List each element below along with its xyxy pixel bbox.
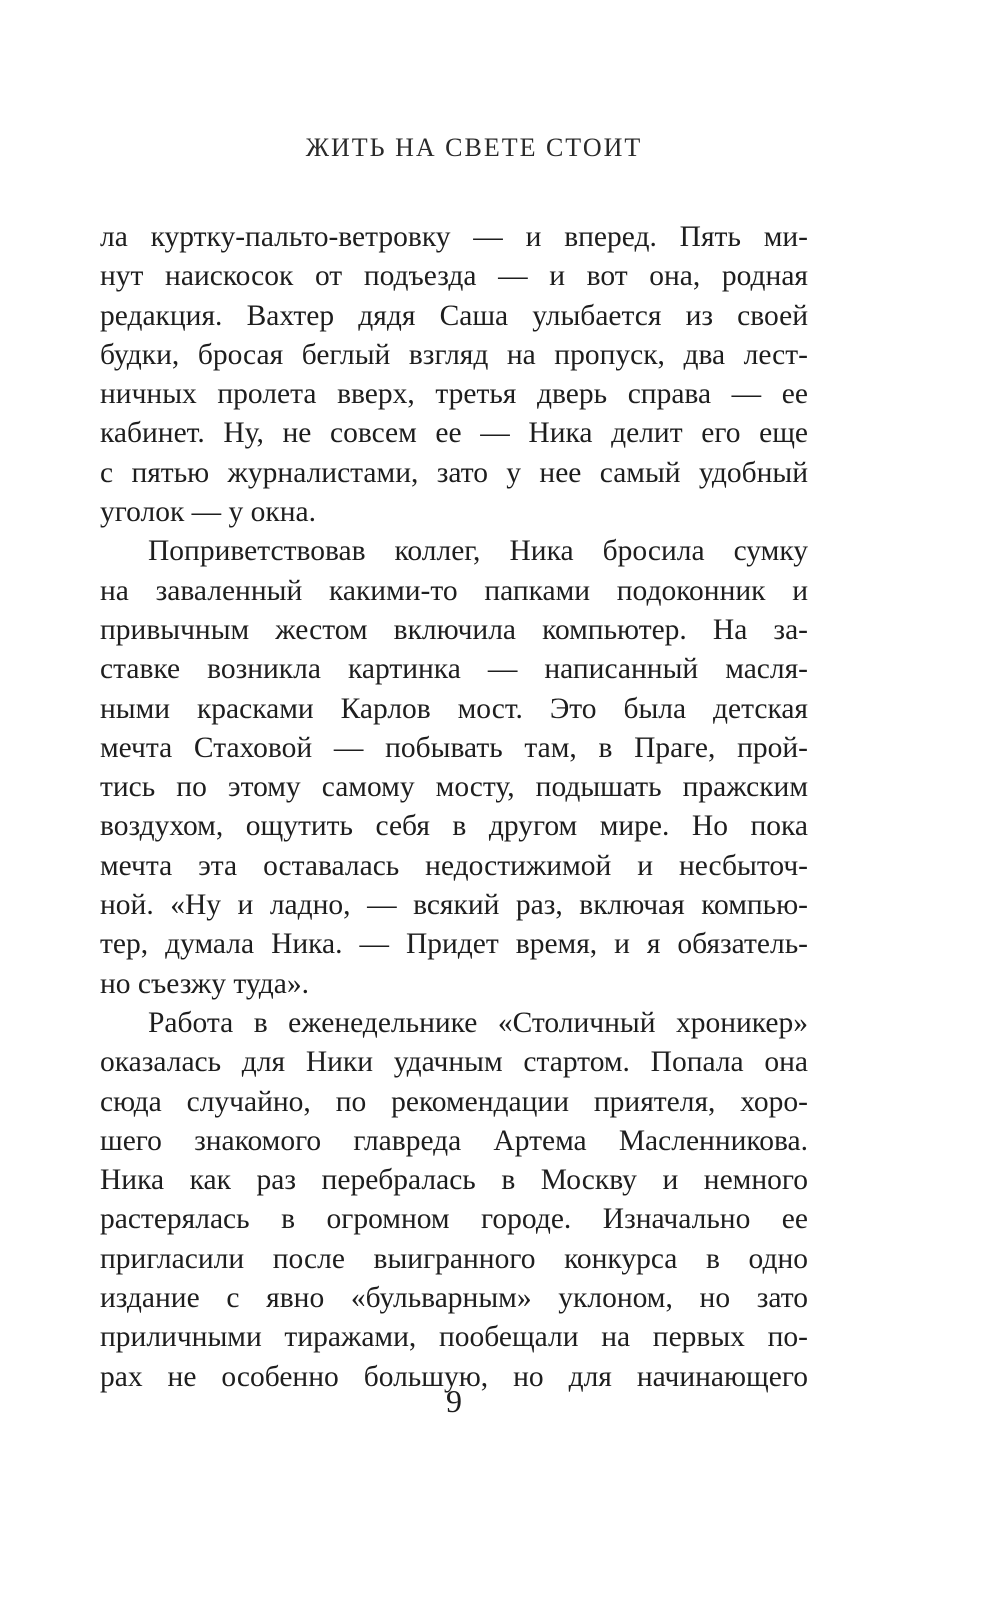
text-line: нут наискосок от подъезда — и вот она, родная xyxy=(100,260,808,293)
text-line: ной. «Ну и ладно, — всякий раз, включая компью- xyxy=(100,889,808,922)
text-line: воздухом, ощутить себя в другом мире. Но пока xyxy=(100,810,808,843)
text-line: кабинет. Ну, не совсем ее — Ника делит его еще xyxy=(100,417,808,450)
text-line: рах не особенно большую, но для начинающего xyxy=(100,1360,808,1393)
text-line: привычным жестом включила компьютер. На за- xyxy=(100,613,808,646)
text-line: ла куртку-пальто-ветровку — и вперед. Пять ми- xyxy=(100,221,808,253)
text-line: ставке возникла картинка — написанный масля- xyxy=(100,653,808,686)
page-number: 9 xyxy=(446,1383,462,1419)
body-text xyxy=(100,218,808,1397)
text-line: издание с явно «бульварным» уклоном, но зато xyxy=(100,1282,808,1315)
running-title: ЖИТЬ НА СВЕТЕ СТОИТ xyxy=(305,133,643,162)
text-line: приличными тиражами, пообещали на первых по- xyxy=(100,1321,808,1354)
text-line: шего знакомого главреда Артема Масленникова. xyxy=(100,1124,808,1157)
text-line: пригласили после выигранного конкурса в одно xyxy=(100,1242,808,1275)
text-line: тер, думала Ника. — Придет время, и я обязатель- xyxy=(100,928,808,961)
text-line: тись по этому самому мосту, подышать пражским xyxy=(100,771,808,804)
text-line: сюда случайно, по рекомендации приятеля, хоро- xyxy=(100,1085,808,1118)
text-line: ничных пролета вверх, третья дверь справа — ее xyxy=(100,378,808,411)
text-line: будки, бросая беглый взгляд на пропуск, два лест- xyxy=(100,338,808,371)
text-line: редакция. Вахтер дядя Саша улыбается из своей xyxy=(100,299,808,332)
text-line: но съезжу туда». xyxy=(100,967,309,1000)
text-line: с пятью журналистами, зато у нее самый удобный xyxy=(100,456,808,489)
text-line: Работа в еженедельнике «Столичный хроникер» xyxy=(148,1006,808,1039)
text-line: на заваленный какими-то папками подоконник и xyxy=(100,574,808,607)
text-line: ными красками Карлов мост. Это была детская xyxy=(100,692,808,725)
text-line: растерялась в огромном городе. Изначально ее xyxy=(100,1203,808,1236)
text-line: мечта Стаховой — побывать там, в Праге, прой- xyxy=(100,731,808,764)
text-line: оказалась для Ники удачным стартом. Попала она xyxy=(100,1046,808,1079)
text-line: Поприветствовав коллег, Ника бросила сумку xyxy=(148,535,808,568)
text-line: мечта эта оставалась недостижимой и несбыточ- xyxy=(100,849,808,882)
text-line: Ника как раз перебралась в Москву и немного xyxy=(100,1164,808,1197)
text-line: уголок — у окна. xyxy=(100,496,316,529)
